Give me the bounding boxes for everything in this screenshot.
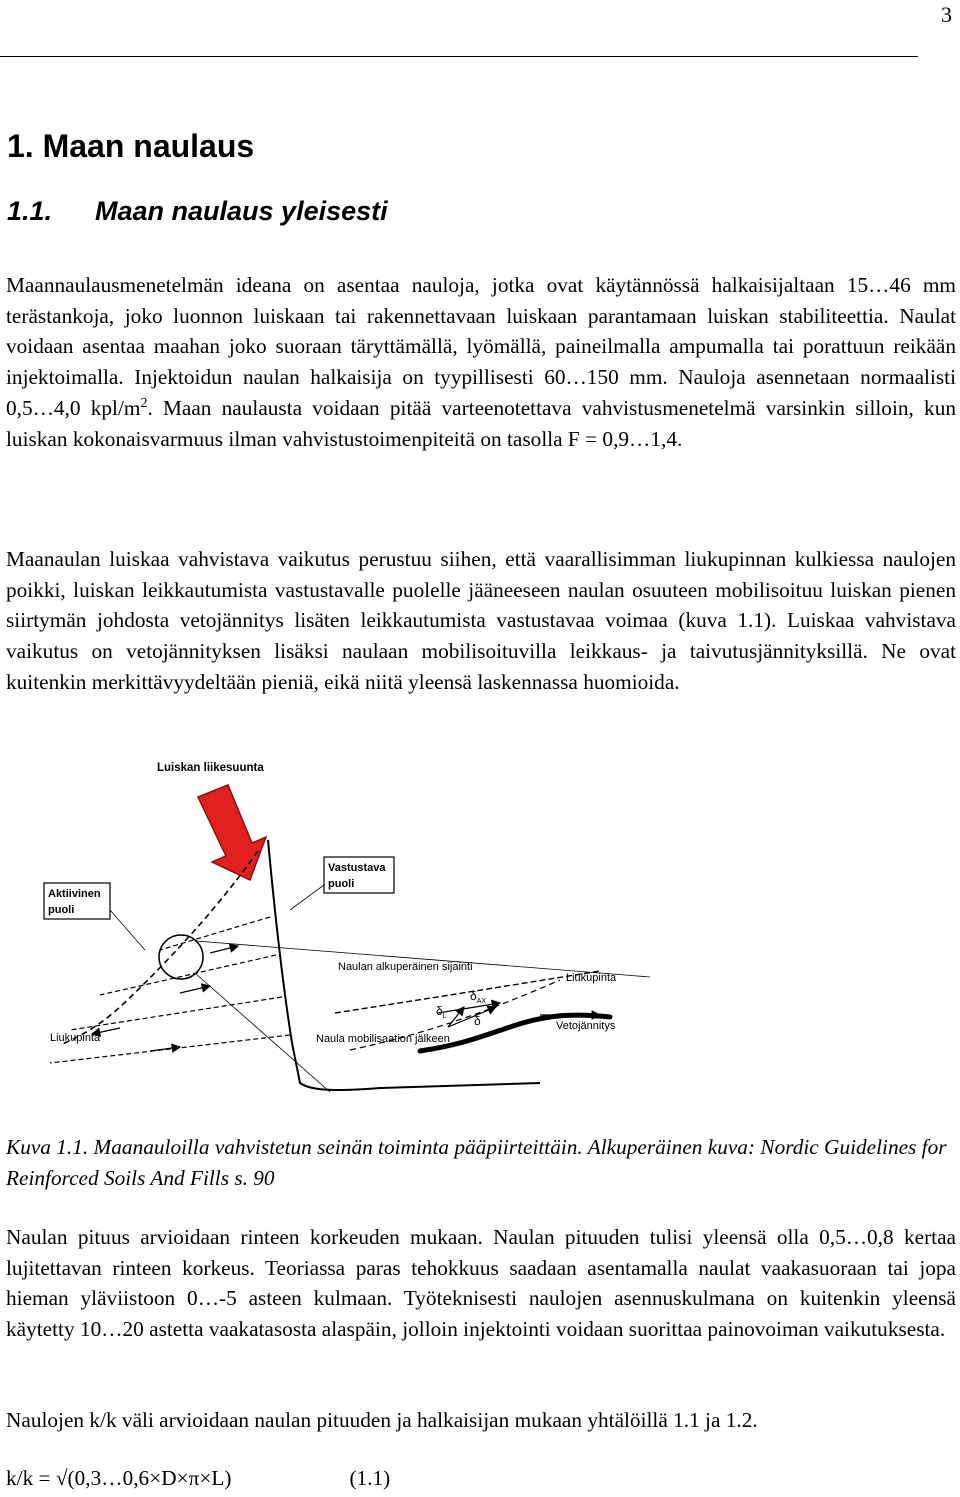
label-delta: δ — [474, 1014, 481, 1028]
label-active-2: puoli — [48, 904, 75, 916]
paragraph-intro-part2: . Maan naulausta voidaan pitää varteenotettava vahvistusmenetelmä varsinkin silloin, kun luiskan kokonaisvarmuus ilman vahvistustoimenpiteitä on tasolla F = 0,9…1,4. — [6, 395, 956, 451]
paragraph-mechanism: Maanaulan luiskaa vahvistava vaikutus perustuu siihen, että vaarallisimman liukupinnan kulkiessa naulojen poikki, luiskan leikkautumista vastustavalle puolelle jääneeseen naulan osuuteen mobilisoituu luiskan pienen siirtymän johdosta vetojännitys lisäten leikkautumista vastustavaa voimaa (kuva 1.1). Luiskaa vahvistava vaikutus on vetojännityksen lisäksi naulaan mobilisoituvilla leikkaus- ja taivutusjännityksillä. Ne ovat kuitenkin merkittävyydeltään pieniä, eikä niitä yleensä laskennassa huomioida. — [6, 547, 956, 694]
tension-arrow-2 — [180, 986, 210, 993]
delta-ax-symbol: δ — [470, 989, 477, 1003]
label-slip-left: Liukupinta — [50, 1032, 101, 1044]
figure-caption: Kuva 1.1. Maanauloilla vahvistetun seinän toiminta pääpiirteittäin. Alkuperäinen kuva: Nordic Guidelines for Reinforced Soils And Fills s. 90 — [6, 1135, 947, 1190]
delta-l-subscript: L — [442, 1013, 447, 1020]
paragraph-nail-length: Naulan pituus arvioidaan rinteen korkeuden mukaan. Naulan pituuden tulisi yleensä olla 0,5…0,8 kertaa lujitettavan rinteen korkeus. Teoriassa paras tehokkuus saadaan asentamalla naulat vaakasuoraan tai jopa hieman yläviistoon 0…-5 asteen kulmaan. Työteknisesti naulojen asennuskulmana on kuitenkin yleensä käytetty 10…20 astetta vaakatasosta alaspäin, jolloin injektointi voidaan suorittaa painovoiman vaikutuksesta. — [6, 1225, 956, 1342]
heading-2-number: 1.1. — [7, 196, 53, 226]
leader-active — [110, 910, 145, 950]
tension-arrow-1 — [210, 946, 238, 953]
movement-arrow-icon — [198, 785, 266, 880]
nail-line-3 — [70, 997, 282, 1030]
figure-soil-nail-diagram — [0, 745, 960, 1125]
label-original-position: Naulan alkuperäinen sijainti — [338, 961, 473, 973]
delta-ax-vector — [438, 1003, 500, 1013]
formula-1-1 — [6, 1466, 390, 1491]
label-passive-2: puoli — [328, 878, 355, 890]
detail-nail-original — [335, 971, 600, 1013]
paragraph-spacing: Naulojen k/k väli arvioidaan naulan pituuden ja halkaisijan mukaan yhtälöillä 1.1 ja 1.2. — [6, 1408, 758, 1432]
nail-line-2 — [100, 955, 276, 995]
detail-circle — [159, 935, 203, 979]
formula-number: (1.1) — [349, 1466, 391, 1490]
label-tension: Vetojännitys — [556, 1020, 616, 1032]
label-active-1: Aktiivinen — [48, 888, 101, 900]
tension-arrow-4 — [150, 1047, 180, 1051]
label-delta-ax — [470, 989, 486, 1005]
heading-2 — [7, 196, 388, 227]
delta-l-symbol: δ — [436, 1004, 443, 1018]
paragraph-intro — [6, 270, 956, 454]
detail-leader-bottom — [196, 974, 330, 1092]
superscript-2: 2 — [140, 395, 148, 411]
nail-line-1 — [160, 917, 270, 950]
heading-2-text: Maan naulaus yleisesti — [95, 196, 388, 226]
formula-expression: k/k = √(0,3…0,6×D×π×L) — [6, 1466, 232, 1490]
leader-passive — [290, 885, 324, 910]
delta-ax-subscript: AX — [476, 998, 487, 1005]
paragraph-intro-part1: Maannaulausmenetelmän ideana on asentaa nauloja, jotka ovat käytännössä halkaisijaltaan 15…46 mm terästankoja, joko luonnon luiskaan tai rakennettavaan luiskaan parantamaan luiskan stabiliteettia. Naulat voidaan asentaa maahan joko suoraan täryttämällä, lyömällä, paineilmalla ampumalla tai porattuun reikään injektoimalla. Injektoidun naulan halkaisija on tyypillisesti 60…150 mm. Nauloja asennetaan normaalisti 0,5…4,0 kpl/m — [6, 273, 956, 420]
label-mobilized: Naula mobilisaation jälkeen — [316, 1033, 450, 1045]
heading-1: 1. Maan naulaus — [7, 128, 255, 164]
header-rule — [0, 56, 918, 57]
page-number: 3 — [941, 2, 952, 27]
label-passive-1: Vastustava — [328, 862, 386, 874]
label-movement: Luiskan liikesuunta — [157, 762, 264, 774]
label-slip-right: Liukupinta — [566, 972, 617, 984]
